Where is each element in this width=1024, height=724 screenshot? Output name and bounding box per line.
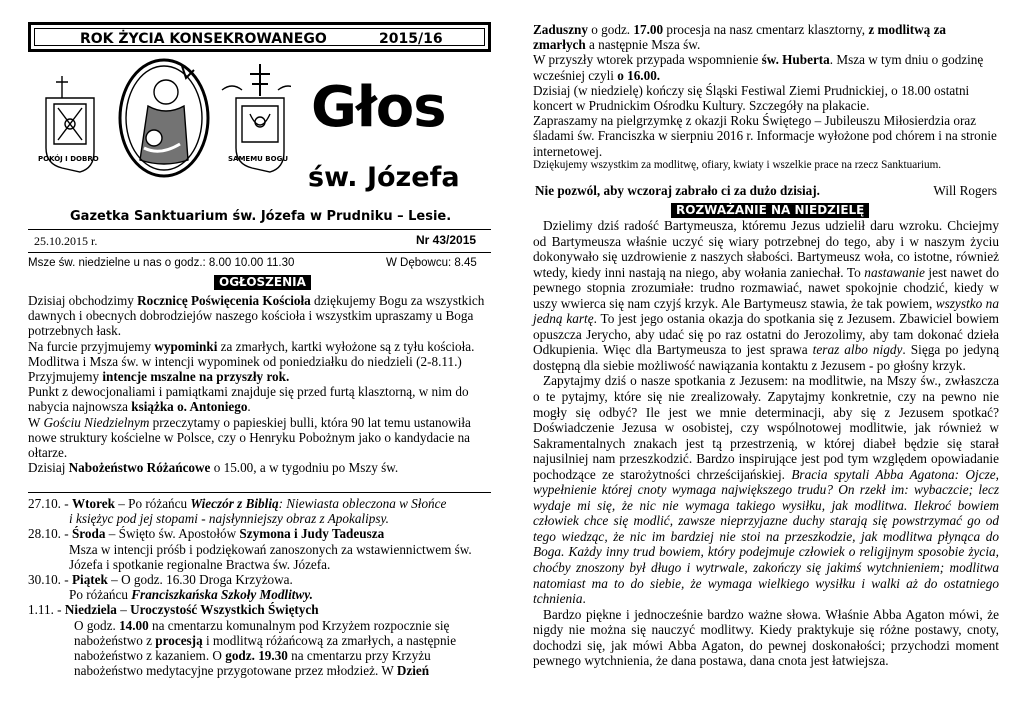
reflection-paragraph: Zapytajmy dziś o nasze spotkania z Jezusem: na modlitwie, na Mszy św., zwłaszcza o te pytajmy, które się nie zrealizowały. Zapytajmy konkretnie, czy na pewno nie mogły się odbyć? Ile jest we mnie determinacji, aby się z Jezusem spotkać? Doświadczenie Jezusa w osobistej, czy wspólnotowej modlitwie, jak również w Sakramentalnych znakach jest tą przestrzenią, w której diabeł będzie się starał najusilniej nam przeszkodzić. Bardzo inspirujące jest pod tym względem opowiadanie pochodzące ze starożytności chrześcijańskiej. Bracia spytali Abba Agatona: Ojcze, wypełnienie której cnoty wymaga największego trudu? On rzekł im: wybaczcie; lecz wydaje mi się, że nic nie wymaga takiego wysiłku, jak modlitwa. Ilekroć bowiem człowiek chce się modlić, zawsze nieprzyjazne duchy starają się powstrzymać go od tego wiedząc, że nic im bardziej nie stoi na przeszkodzie, jak modlitwa płynąca do Boga. Każdy inny trud bowiem, który podejmuje człowiek o religijnym sposobie życia, choćby znoszony był długo i wytrwale, zakończy się jakimś wytchnieniem; modlitwa natomiast ma to do siebie, że wymaga wielkiego wysiłku i walki aż do ostatniego tchnienia. bbox=[533, 373, 999, 607]
announcement-paragraph: Zaduszny o godz. 17.00 procesja na nasz cmentarz klasztorny, z modlitwą za zmarłych a następnie Msza św. bbox=[533, 22, 947, 53]
mass-times: Msze św. niedzielne u nas o godz.: 8.00 10.00 11.30 bbox=[28, 257, 295, 269]
issue-number: Nr 43/2015 bbox=[416, 233, 477, 247]
banner-right-text: 2015/16 bbox=[379, 31, 443, 47]
announcements-body bbox=[28, 293, 493, 475]
schedule-item-friday-detail: Po różańcu Franciszkańska Szkoły Modlitwy. bbox=[69, 587, 313, 603]
divider bbox=[28, 492, 491, 493]
announcement-paragraph: Dzisiaj (w niedzielę) kończy się Śląski Festiwal Ziemi Prudnickiej, o 18.00 ostatni koncert w Prudnickim Ośrodku Kultury. Szczegóły na plakacie. bbox=[533, 82, 970, 114]
schedule-item-friday: 30.10. - Piątek – O godz. 16.30 Droga Krzyżowa. bbox=[28, 572, 293, 588]
reflection-heading: ROZWAŻANIE NA NIEDZIELĘ bbox=[671, 203, 869, 218]
weekly-schedule bbox=[28, 496, 493, 678]
newsletter-title: Głos bbox=[311, 75, 446, 140]
logo-left-caption: POKÓJ I DOBRO bbox=[38, 155, 99, 163]
announcements-heading: OGŁOSZENIA bbox=[214, 275, 311, 290]
divider bbox=[28, 252, 491, 253]
quote-line bbox=[535, 183, 997, 198]
year-banner bbox=[28, 22, 491, 52]
announcement-paragraph: Na furcie przyjmujemy wypominki za zmarłych, kartki wyłożone są z tyłu kościoła. Modlitwa i Msza św. w intencji wypominek od poniedziałku do niedzieli (2-8.11.) Przyjmujemy intencje mszalne na przyszły rok. bbox=[28, 338, 475, 385]
reflection-paragraph: Dzielimy dziś radość Bartymeusza, któremu Jezus udzielił daru wzroku. Chciejmy od Bartymeusza właśnie uczyć się wiary potrzebnej do tego, aby i w naszym życiu dokonywało się uzdrowienie z naszych słabości. Bartymeusz woła, co istotne, również wtedy, kiedy inni nastają na niego, aby wołania zaniechał. To nastawanie jest nawet do pewnego stopnia zrozumiałe: trudno rozmawiać, nawet spokojnie chodzić, kiedy w uszy wwierca się nam czyjś krzyk. Ale Bartymeusz stawia, że tak powiem, wszystko na jedną kartę. To jest jego ostania okazja do spotkania się z Jezusem. Zbawiciel bowiem opuszcza Jerycho, aby udać się po raz ostatni do Jerozolimy, aby tam dokonać dzieła Odkupienia. Więc dla Bartymeusza to jest sprawa teraz albo nigdy. Sięga po jedyną dostępną dla siebie możliwość nawiązania kontaktu z Jezusem - po głośny krzyk. bbox=[533, 218, 1000, 373]
banner-left-text: ROK ŻYCIA KONSEKROWANEGO bbox=[80, 31, 327, 47]
announcements-continued bbox=[533, 22, 999, 172]
debowiec-mass-time: W Dębowcu: 8.45 bbox=[386, 257, 477, 269]
announcement-paragraph: Punkt z dewocjonaliami i pamiątkami znajduje się przed furtą klasztorną, w nim do nabycia najnowsza książka o. Antoniego. bbox=[28, 384, 469, 415]
schedule-item-wednesday-detail: Msza w intencji próśb i podziękowań zanoszonych za wstawiennictwem św. Józefa i spotkanie regionalne Bractwa św. Józefa. bbox=[69, 541, 472, 572]
announcement-paragraph: Dzisiaj Nabożeństwo Różańcowe o 15.00, a w tygodniu po Mszy św. bbox=[28, 460, 399, 476]
announcement-paragraph: W przyszły wtorek przypada wspomnienie św. Huberta. Msza w tym dniu o godzinę wcześniej czyli o 16.00. bbox=[533, 52, 984, 83]
thanks-note: Dziękujemy wszystkim za modlitwę, ofiary, kwiaty i wszelkie prace na rzecz Sanktuarium. bbox=[533, 158, 942, 171]
reflection-body bbox=[533, 218, 999, 669]
quote-text: Nie pozwól, aby wczoraj zabrało ci za dużo dzisiaj. bbox=[535, 183, 820, 198]
issue-date: 25.10.2015 r. bbox=[34, 234, 98, 248]
schedule-item-sunday-detail: O godz. 14.00 na cmentarzu komunalnym pod Krzyżem rozpocznie się nabożeństwo z procesją i modlitwą różańcową za zmarłych, a następnie nabożeństwo z kazaniem. O godz. 19.30 na cmentarzu przy Krzyżu nabożeństwo medytacyjne przygotowane przez młodzież. W Dzień bbox=[74, 617, 457, 679]
announcement-paragraph: Dzisiaj obchodzimy Rocznicę Poświęcenia Kościoła dziękujemy Bogu za wszystkich dawnych i obecnych dobrodziejów naszego kościoła i wszystkim upraszamy u Boga potrzebnych łask. bbox=[28, 293, 485, 339]
divider bbox=[28, 229, 491, 230]
announcement-paragraph: W Gościu Niedzielnym przeczytamy o papieskiej bulli, która 90 lat temu ustanowiła nowe struktury kościelne w Polsce, czy o Henryku Pobożnym jako o kandydacie na ołtarze. bbox=[28, 414, 471, 461]
reflection-paragraph: Bardzo piękne i jednocześnie bardzo ważne słowa. Właśnie Abba Agaton mówi, że nigdy nie można się nauczyć modlitwy. Kiedy praktykuje się różne postawy, cnoty, dochodzi się, jak mówi Abba Agaton, do pewnej doskonałości; przychodzi moment pewnego wytchnienia, że dana postawa, dana cnota jest łatwiejsza. bbox=[533, 606, 999, 669]
sanctuary-logo bbox=[36, 56, 291, 188]
newsletter-subtitle-name: św. Józefa bbox=[308, 162, 460, 193]
schedule-item-tuesday-detail: i księżyc pod jej stopami - najsłynniejszy obraz z Apokalipsy. bbox=[69, 511, 389, 527]
logo-right-caption: SAMEMU BOGU bbox=[228, 155, 289, 163]
schedule-item-wednesday: 28.10. - Środa – Święto św. Apostołów Szymona i Judy Tadeusza bbox=[28, 526, 385, 542]
quote-author: Will Rogers bbox=[933, 183, 997, 198]
newsletter-description: Gazetka Sanktuarium św. Józefa w Prudniku – Lesie. bbox=[70, 209, 452, 224]
announcement-paragraph: Zapraszamy na pielgrzymkę z okazji Roku Świętego – Jubileuszu Miłosierdzia oraz śladami św. Franciszka w sierpniu 2016 r. Informacje wyłożone pod chórem i na stronie internetowej. bbox=[533, 113, 997, 159]
schedule-item-sunday: 1.11. - Niedziela – Uroczystość Wszystkich Świętych bbox=[28, 602, 319, 618]
schedule-item-tuesday: 27.10. - Wtorek – Po różańcu Wieczór z Biblią: Niewiasta obleczona w Słońce bbox=[28, 496, 447, 511]
